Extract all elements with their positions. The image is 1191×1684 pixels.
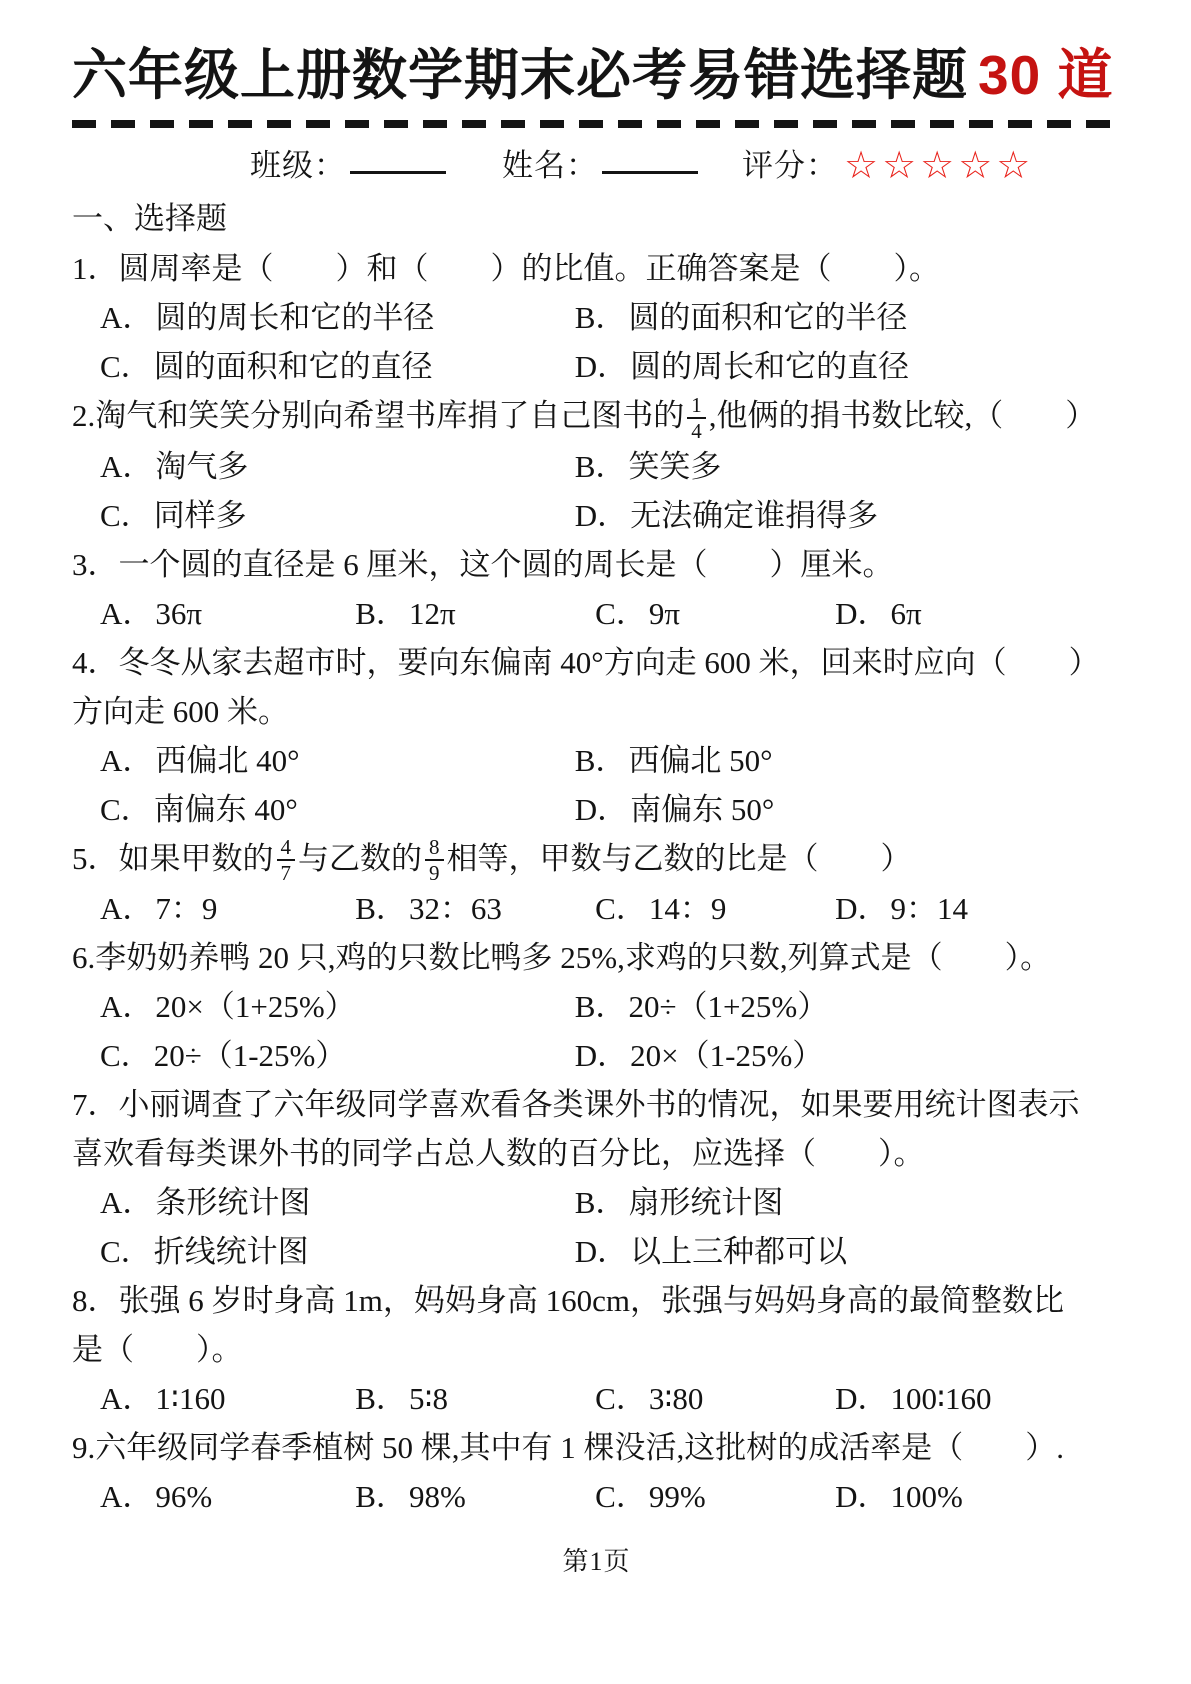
option-label: A．: [100, 1185, 154, 1221]
option-C: [100, 1031, 575, 1080]
question-stem: [72, 1080, 1121, 1129]
stem-text: 5．如果甲数的: [72, 840, 274, 876]
option-text: 99%: [648, 1479, 706, 1515]
option-label: B．: [355, 595, 407, 631]
option-text: 条形统计图: [155, 1185, 311, 1221]
stem-text: 7．小丽调查了六年级同学喜欢看各类课外书的情况，如果要用统计图表示: [72, 1087, 1080, 1123]
option-C: [595, 1374, 835, 1423]
option-text: 36π: [155, 595, 203, 631]
option-text: 100∶160: [890, 1381, 992, 1417]
options-grid: [72, 442, 1121, 540]
fraction-numerator: 4: [277, 836, 296, 861]
option-B: [355, 1374, 595, 1423]
option-label: C．: [595, 891, 647, 927]
option-text: 折线统计图: [153, 1234, 309, 1270]
stem-text: 喜欢看每类课外书的同学占总人数的百分比，应选择（ ）。: [72, 1136, 925, 1172]
option-D: [835, 589, 1121, 638]
option-label: C．: [100, 1038, 152, 1074]
option-text: 5∶8: [408, 1381, 449, 1417]
option-label: B．: [355, 1381, 407, 1417]
options-grid: [72, 884, 1121, 933]
option-label: A．: [100, 448, 154, 484]
fraction-denominator: 7: [280, 861, 291, 886]
stem-text: 与乙数的: [298, 840, 422, 876]
fraction: [277, 836, 296, 884]
option-D: [835, 1374, 1121, 1423]
questions-list: [72, 244, 1121, 1521]
option-text: 圆的面积和它的半径: [628, 300, 908, 335]
option-label: A．: [100, 989, 154, 1025]
option-text: 西偏北 40°: [155, 742, 300, 778]
option-text: 6π: [890, 595, 922, 631]
option-label: B．: [574, 300, 627, 335]
question-stem: [72, 834, 1121, 885]
option-label: B．: [355, 1479, 407, 1515]
option-A: [100, 1374, 355, 1423]
option-text: 20×（1+25%）: [155, 989, 356, 1025]
info-row: [72, 140, 1121, 192]
options-grid: [72, 1374, 1121, 1423]
question-stem: [72, 540, 1121, 589]
option-A: [100, 442, 575, 491]
option-C: [100, 785, 575, 834]
option-label: C．: [595, 1381, 647, 1417]
stem-text: ,他俩的捐书数比较,（ ）: [708, 398, 1097, 433]
fraction: [425, 836, 444, 884]
stem-text: 8．张强 6 岁时身高 1m，妈妈身高 160cm，张强与妈妈身高的最简整数比: [72, 1283, 1064, 1319]
class-label: 班级：: [250, 148, 346, 183]
option-text: 以上三种都可以: [630, 1234, 848, 1270]
question-stem: [72, 687, 1121, 736]
question-4: [72, 638, 1121, 834]
option-text: 南偏东 50°: [630, 791, 775, 827]
option-text: 圆的周长和它的直径: [630, 349, 910, 384]
question-8: [72, 1276, 1121, 1423]
option-label: A．: [100, 595, 154, 631]
option-label: B．: [355, 891, 407, 927]
question-stem: [72, 1276, 1121, 1325]
option-B: [575, 736, 1121, 785]
stem-text: 1．圆周率是（ ）和（ ）的比值。正确答案是（ ）。: [72, 251, 940, 286]
question-stem: [72, 1423, 1121, 1472]
option-text: 1∶160: [155, 1381, 226, 1417]
stem-text: 9.六年级同学春季植树 50 棵,其中有 1 棵没活,这批树的成活率是（ ）.: [72, 1430, 1064, 1466]
option-label: D．: [574, 497, 629, 533]
stem-text: 方向走 600 米。: [72, 693, 289, 729]
option-label: B．: [574, 989, 627, 1025]
option-label: A．: [100, 1479, 154, 1515]
option-D: [575, 785, 1121, 834]
stem-text: 4．冬冬从家去超市时，要向东偏南 40°方向走 600 米，回来时应向（ ）: [72, 644, 1100, 680]
question-2: [72, 391, 1121, 540]
stem-text: 6.李奶奶养鸭 20 只,鸡的只数比鸭多 25%,求鸡的只数,列算式是（ ）。: [72, 940, 1052, 976]
option-label: C．: [595, 595, 647, 631]
options-grid: [72, 982, 1121, 1080]
class-blank-line: [350, 171, 446, 174]
option-D: [575, 1227, 1121, 1276]
question-stem: [72, 391, 1121, 442]
title-text: 六年级上册数学期末必考易错选择题: [72, 44, 969, 106]
option-text: 7：9: [155, 891, 218, 927]
option-text: 西偏北 50°: [628, 742, 773, 778]
option-text: 淘气多: [155, 448, 249, 484]
option-C: [595, 1472, 835, 1521]
page-title: [72, 38, 1121, 112]
option-A: [100, 736, 575, 785]
question-stem: [72, 933, 1121, 982]
stem-text: 相等，甲数与乙数的比是（ ）: [446, 840, 912, 876]
option-B: [575, 293, 1121, 342]
question-stem: [72, 638, 1121, 687]
option-A: [100, 293, 575, 342]
option-text: 南偏东 40°: [153, 791, 298, 827]
options-grid: [72, 1178, 1121, 1276]
option-C: [100, 342, 575, 391]
option-label: D．: [574, 791, 629, 827]
option-C: [595, 589, 835, 638]
option-text: 同样多: [153, 497, 247, 533]
title-question-count: 30 道: [978, 44, 1114, 106]
option-label: A．: [100, 891, 154, 927]
option-B: [355, 884, 595, 933]
option-label: D．: [574, 1038, 629, 1074]
option-C: [595, 884, 835, 933]
score-stars: ☆☆☆☆☆: [844, 143, 1035, 187]
option-text: 无法确定谁捐得多: [630, 497, 879, 533]
option-label: D．: [574, 1234, 629, 1270]
option-label: D．: [835, 595, 889, 631]
option-label: C．: [595, 1479, 647, 1515]
option-text: 96%: [155, 1479, 213, 1515]
options-grid: [72, 589, 1121, 638]
option-label: B．: [574, 1185, 627, 1221]
option-C: [100, 491, 575, 540]
stem-text: 3．一个圆的直径是 6 厘米，这个圆的周长是（ ）厘米。: [72, 546, 894, 582]
fraction-denominator: 4: [691, 418, 702, 443]
option-text: 圆的周长和它的半径: [155, 300, 435, 335]
option-text: 笑笑多: [628, 448, 722, 484]
question-6: [72, 933, 1121, 1080]
option-text: 20÷（1-25%）: [153, 1038, 347, 1074]
option-label: D．: [574, 349, 629, 384]
option-A: [100, 589, 355, 638]
option-label: C．: [100, 1234, 152, 1270]
question-3: [72, 540, 1121, 638]
option-text: 14：9: [648, 891, 727, 927]
section-heading: 一、选择题: [72, 201, 227, 236]
option-text: 扇形统计图: [628, 1185, 784, 1221]
option-A: [100, 884, 355, 933]
fraction-denominator: 9: [429, 861, 440, 886]
option-label: A．: [100, 300, 154, 335]
option-text: 20÷（1+25%）: [628, 989, 829, 1025]
option-A: [100, 982, 575, 1031]
option-text: 9：14: [890, 891, 968, 927]
option-D: [575, 491, 1121, 540]
option-B: [355, 1472, 595, 1521]
option-label: C．: [100, 791, 152, 827]
question-1: [72, 244, 1121, 391]
question-stem: [72, 244, 1121, 293]
option-A: [100, 1178, 575, 1227]
question-7: [72, 1080, 1121, 1276]
question-5: [72, 834, 1121, 934]
option-label: C．: [100, 349, 152, 384]
option-B: [575, 1178, 1121, 1227]
option-A: [100, 1472, 355, 1521]
option-text: 32：63: [408, 891, 502, 927]
option-label: D．: [835, 891, 889, 927]
option-D: [835, 884, 1121, 933]
option-B: [355, 589, 595, 638]
question-stem: [72, 1325, 1121, 1374]
option-text: 12π: [408, 595, 456, 631]
option-B: [575, 442, 1121, 491]
name-label: 姓名：: [502, 148, 598, 183]
option-D: [835, 1472, 1121, 1521]
option-text: 100%: [890, 1479, 963, 1515]
option-label: C．: [100, 497, 152, 533]
option-text: 20×（1-25%）: [630, 1038, 824, 1074]
page-footer: 第1页: [562, 1547, 631, 1577]
option-D: [575, 1031, 1121, 1080]
fraction-numerator: 1: [687, 394, 706, 419]
question-9: [72, 1423, 1121, 1521]
question-stem: [72, 1129, 1121, 1178]
stem-text: 2.淘气和笑笑分别向希望书库捐了自己图书的: [72, 398, 685, 433]
options-grid: [72, 293, 1121, 391]
fraction: [687, 394, 706, 442]
option-label: A．: [100, 742, 154, 778]
option-label: B．: [574, 448, 627, 484]
option-label: D．: [835, 1381, 889, 1417]
option-text: 9π: [648, 595, 681, 631]
option-text: 圆的面积和它的直径: [153, 349, 433, 384]
option-D: [575, 342, 1121, 391]
option-label: B．: [574, 742, 627, 778]
option-C: [100, 1227, 575, 1276]
title-divider: [72, 120, 1121, 128]
option-text: 3∶80: [648, 1381, 704, 1417]
options-grid: [72, 1472, 1121, 1521]
options-grid: [72, 736, 1121, 834]
option-text: 98%: [408, 1479, 466, 1515]
option-label: D．: [835, 1479, 889, 1515]
option-B: [575, 982, 1121, 1031]
fraction-numerator: 8: [425, 836, 444, 861]
option-label: A．: [100, 1381, 154, 1417]
stem-text: 是（ ）。: [72, 1332, 243, 1368]
name-blank-line: [602, 171, 698, 174]
score-label: 评分：: [742, 148, 838, 183]
